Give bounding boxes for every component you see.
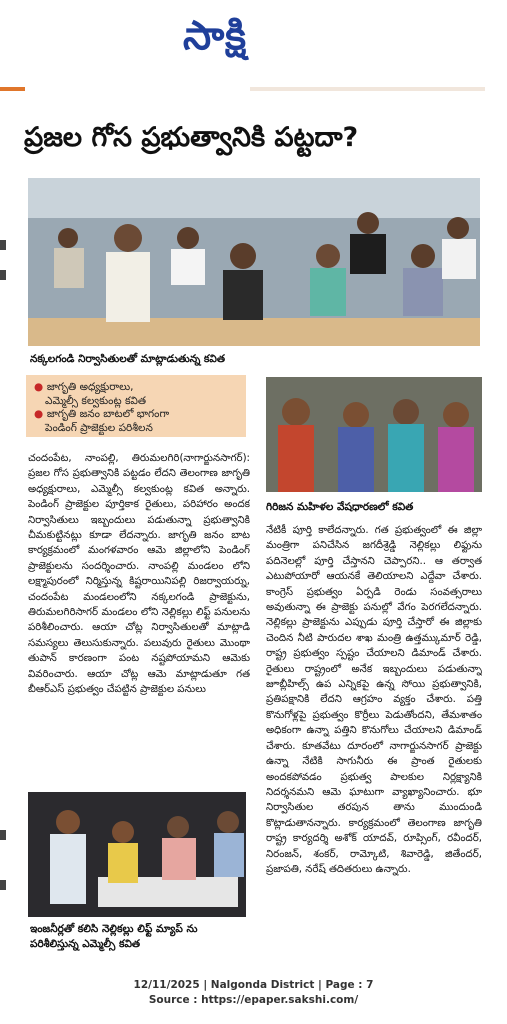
highlight-item-2: ● జాగృతి జనం బాటలో భాగంగా [34,408,170,420]
clip-edge-mark [0,270,6,280]
left-column-text: చందంపేట, నాంపల్లి, తిరుమలగిరి(నాగార్జునసాగర్): ప్రజల గోస ప్రభుత్వానికి పట్టడం లేదని తెలంగాణ జాగృతి అధ్యక్షురాలు, ఎమ్మెల్సీ కల్వకుంట్ల కవిత అన్నారు. పెండింగ్ ప్రాజెక్టుల పూర్తికాక రైతులు, పరిహారం అందక నిర్వాసితులు ఇబ్బందులు పడుతున్నా ప్రభుత్వానికి చీమకుట్టినట్లు కూడా లేదన్నారు. జాగృతి జనం బాట కార్యక్రమంలో మంగళవారం ఆమె జిల్లాలోని పెండింగ్ ప్రాజెక్టులను సందర్శించారు. నాంపల్లి మండలం లోని లక్ష్మాపురంలో నిర్మిస్తున్న కిష్టరాయినిపల్లి రిజర్వాయర్ను, చందంపేట మండలంలోని నక్కలగండి ప్రాజెక్టును, తిరుమలగిరిసాగర్ మండలం లోని నెల్లికల్లు లిఫ్ట్ పనులను పరిశీలించారు. ఆయా చోట్ల నిర్వాసితులతో మాట్లాడి సమస్యలు తెలుసుకున్నారు. పలువురు రైతులు మొంథా తుపాన్ కారణంగా పంట నష్టపోయామని ఆమెకు వివరించారు. ఆయా చోట్ల ఆమె మాట్లాడుతూ గత బీఆర్ఎస్ ప్రభుత్వం చేపట్టిన ప్రాజెక్టుల పనులు [28,453,250,696]
masthead-accent-line [0,87,25,91]
clip-edge-mark [0,240,6,250]
highlight-item-1-cont: ఎమ్మెల్సీ కల్వకుంట్ల కవిత [45,394,147,407]
main-photo [28,178,480,346]
right-column-text: నేటికీ పూర్తి కాలేదన్నారు. గత ప్రభుత్వంలో ఈ జిల్లా మంత్రిగా పనిచేసిన జగదీశ్రెడ్డి నెల్లికల్లు లిఫ్టును పదినెలల్లో పూర్తి చేస్తానని చెప్పారని.. ఆ తర్వాత ఎటుపోయారో ఆయనకే తెలియాలని ఎద్దేవా చేశారు. కాంగ్రెస్ ప్రభుత్వం ఏర్పడి రెండు సంవత్సరాలు అవుతున్నా ఈ ప్రాజెక్టు పనుల్లో వేగం పెరగలేదన్నారు. నెల్లికల్లు ప్రాజెక్టును ఎప్పుడు పూర్తి చేస్తారో ఈ జిల్లాకు చెందిన నీటి పారుదల శాఖ మంత్రి ఉత్తమ్కుమార్ రెడ్డి, రాష్ట్ర ప్రభుత్వం స్పష్టం చేయాలని డిమాండ్ చేశారు. రైతులు రాష్ట్రంలో అనేక ఇబ్బందులు పడుతున్నా జూబ్లీహిల్స్ ఉప ఎన్నికపై ఉన్న సోయి ప్రభుత్వానికి, ప్రతిపక్షానికి లేదని ఆగ్రహం వ్యక్తం చేశారు. పత్తి కొనుగోళ్లపై ప్రభుత్వం కొర్రీలు పెడుతోందని, తేమశాతం అధికంగా ఉన్నా పత్తిని కొనుగోలు చేయాలని డిమాండ్ చేశారు. కూతవేటు దూరంలో నాగార్జునసాగర్ ప్రాజెక్టు ఉన్నా నేటికి సాగునీరు ఈ ప్రాంత రైతులకు అందకపోవడం ప్రభుత్వ పాలకుల నిర్లక్ష్యానికి నిదర్శనమని ఆమె ఘాటుగా వ్యాఖ్యానించారు. భూ నిర్వాసితుల తరపున తాను ముందుండి కొట్లాడుతానన్నారు. కార్యక్రమంలో తెలంగాణ జాగృతి రాష్ట్ర కార్యదర్శి అశోక్ యాదవ్, రూప్సింగ్, రవీందర్, నిరంజన్, శంకర్, రామ్కోటి, శివారెడ్డి, జితేందర్, ప్రజాపతి, నరేష్ తదితరులు ఉన్నారు. [266,525,482,875]
sakshi-logo: సాక్షి [182,13,248,59]
footer-source: Source : https://epaper.sakshi.com/ [148,994,359,1006]
tribal-photo-caption: గిరిజన మహిళల వేషధారణలో కవిత [266,501,414,513]
map-photo [28,792,246,917]
highlight-item-2-cont: పెండింగ్ ప్రాజెక్టుల పరిశీలన [45,421,153,434]
highlight-box [26,375,246,437]
map-photo-caption-line2: పరిశీలిస్తున్న ఎమ్మెల్సీ కవిత [30,938,141,950]
article-headline: ప్రజల గోస ప్రభుత్వానికి పట్టదా? [24,122,359,153]
clip-edge-mark [0,830,6,840]
clip-edge-mark [0,880,6,890]
highlight-item-1-line1: జాగృతి అధ్యక్షురాలు, [46,381,134,393]
masthead-rule [250,87,485,91]
highlight-item-1: ● జాగృతి అధ్యక్షురాలు, [34,381,134,393]
main-photo-illustration [28,178,480,346]
tribal-photo-illustration [266,377,482,492]
highlight-item-2-line1: జాగృతి జనం బాటలో భాగంగా [46,408,170,420]
footer-date-page: 12/11/2025 | Nalgonda District | Page : 7 [133,979,374,991]
tribal-photo [266,377,482,492]
map-photo-illustration [28,792,246,917]
map-photo-caption-line1: ఇంజనీర్లతో కలిసి నెల్లికల్లు లిఫ్ట్ మ్యాప్ ను [30,923,198,935]
main-photo-caption: నక్కలగండి నిర్వాసితులతో మాట్లాడుతున్న కవిత [30,353,226,365]
